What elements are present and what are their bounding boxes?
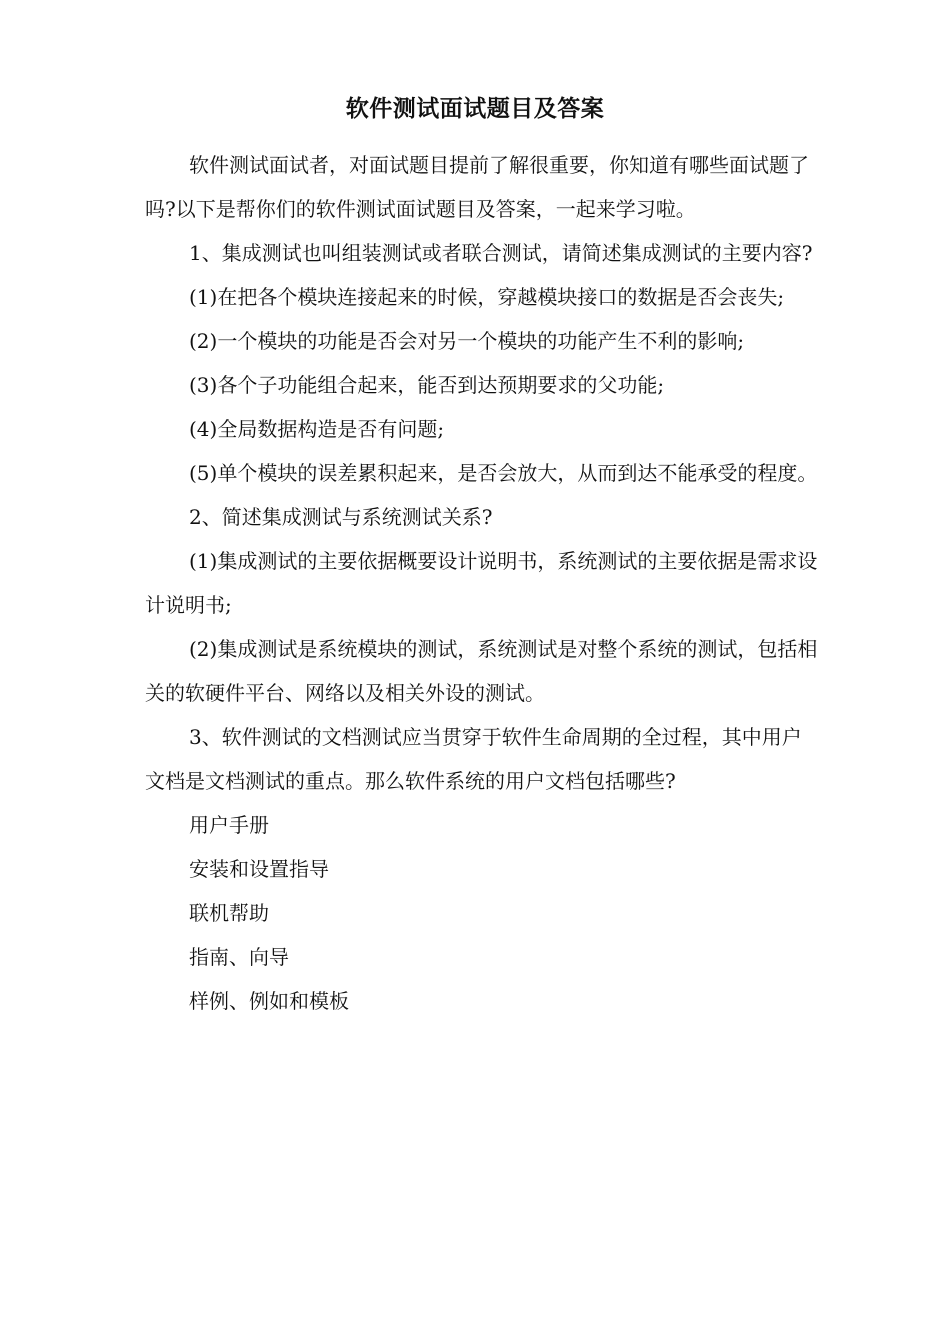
document-body <box>145 143 820 1023</box>
answer-1-item-3: (3)各个子功能组合起来，能否到达预期要求的父功能; <box>189 373 665 397</box>
answer-3-item-1: 用户手册 <box>189 813 269 837</box>
answer-1-item-4: (4)全局数据构造是否有问题; <box>189 417 445 441</box>
answer-1-item-5: (5)单个模块的误差累积起来，是否会放大，从而到达不能承受的程度。 <box>189 461 818 485</box>
answer-3-item-3: 联机帮助 <box>189 901 269 925</box>
answer-3-item-4: 指南、向导 <box>189 945 289 969</box>
answer-1-item-1: (1)在把各个模块连接起来的时候，穿越模块接口的数据是否会丧失; <box>189 285 785 309</box>
answer-3-item-5: 样例、例如和模板 <box>189 989 349 1013</box>
answer-1-item-2: (2)一个模块的功能是否会对另一个模块的功能产生不利的影响; <box>189 329 745 353</box>
answer-2-item-1: (1)集成测试的主要依据概要设计说明书，系统测试的主要依据是需求设计说明书; <box>145 549 818 617</box>
question-2: 2、简述集成测试与系统测试关系? <box>189 505 493 529</box>
intro-paragraph: 软件测试面试者，对面试题目提前了解很重要，你知道有哪些面试题了吗?以下是帮你们的软件测试面试题目及答案，一起来学习啦。 <box>145 153 809 221</box>
answer-3-item-2: 安装和设置指导 <box>189 857 329 881</box>
question-1: 1、集成测试也叫组装测试或者联合测试，请简述集成测试的主要内容? <box>189 241 813 265</box>
answer-2-item-2: (2)集成测试是系统模块的测试，系统测试是对整个系统的测试，包括相关的软硬件平台、网络以及相关外设的测试。 <box>145 637 818 705</box>
document-title: 软件测试面试题目及答案 <box>345 95 605 122</box>
question-3: 3、软件测试的文档测试应当贯穿于软件生命周期的全过程，其中用户文档是文档测试的重点。那么软件系统的用户文档包括哪些? <box>145 725 802 793</box>
